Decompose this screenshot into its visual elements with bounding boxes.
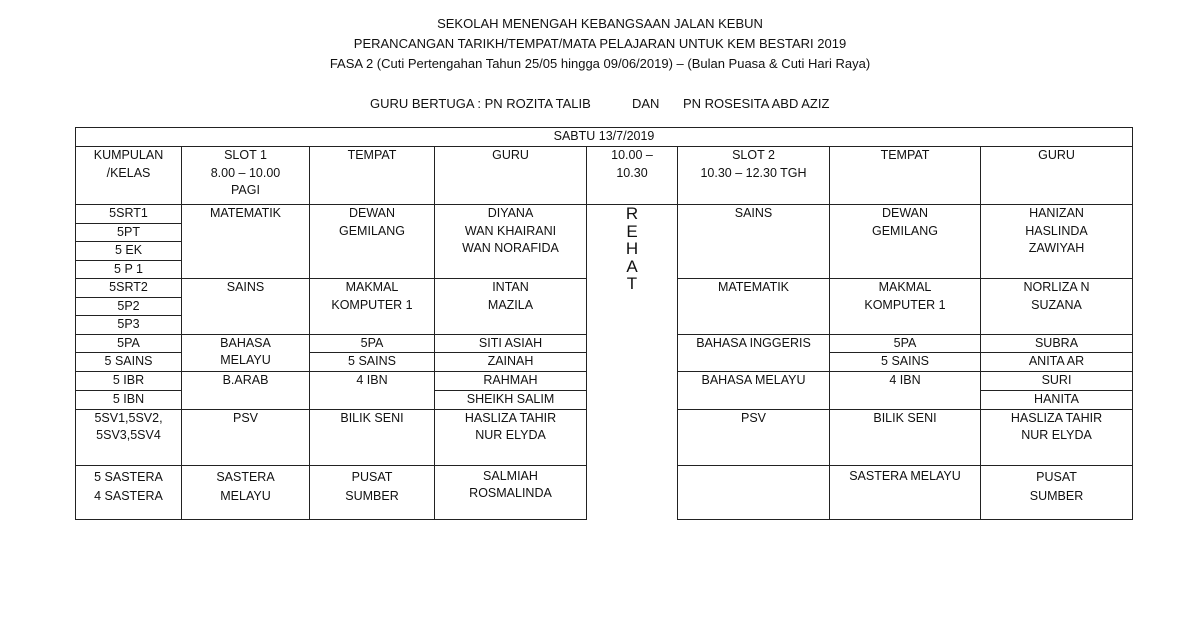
slot1-teachers: DIYANA WAN KHAIRANI WAN NORAFIDA [435,205,587,279]
slot2-subject: BAHASA MELAYU [678,372,830,391]
rehat-empty [678,465,830,519]
slot1-place: PUSAT SUMBER [310,465,435,519]
slot2-teacher: SURI [981,372,1133,391]
slot1-subject: BAHASA MELAYU [182,334,310,372]
duty-teacher-second: PN ROSESITA ABD AZIZ [683,96,830,111]
header-guru1: GURU [435,147,587,205]
header-rehat-time: 10.00 – 10.30 [587,147,678,205]
class-cell: 5 P 1 [76,260,182,279]
document-header [0,14,1200,74]
slot1-subject: PSV [182,409,310,465]
slot1-place: DEWAN GEMILANG [310,205,435,279]
slot1-teachers: HASLIZA TAHIR NUR ELYDA [435,409,587,465]
schedule-table [75,127,1133,520]
slot1-subject: MATEMATIK [182,205,310,279]
duty-teacher-label: GURU BERTUGA : PN ROZITA TALIB [370,96,591,111]
class-cell: 5SRT2 [76,279,182,298]
slot1-place: MAKMAL KOMPUTER 1 [310,279,435,335]
rehat-column: R E H A T [587,205,678,520]
slot2-teacher: ANITA AR [981,353,1133,372]
class-cell: 5 SASTERA 4 SASTERA [76,465,182,519]
slot1-subject: SASTERA MELAYU [182,465,310,519]
header-tempat2: TEMPAT [830,147,981,205]
slot1-teachers: INTAN MAZILA [435,279,587,335]
slot1-place: 5PA [310,334,435,353]
slot1-teacher: ZAINAH [435,353,587,372]
class-cell: 5SRT1 [76,205,182,224]
class-cell: 5 IBN [76,391,182,410]
duty-teachers [0,96,1200,114]
slot2-teacher: SUBRA [981,334,1133,353]
slot1-place: 5 SAINS [310,353,435,372]
header-slot1: SLOT 1 8.00 – 10.00 PAGI [182,147,310,205]
header-row [76,147,1133,205]
slot1-teachers: SALMIAH ROSMALINDA [435,465,587,519]
slot1-place: 4 IBN [310,372,435,391]
class-cell: 5P3 [76,316,182,335]
slot1-place: BILIK SENI [310,409,435,465]
slot2-subject: PSV [678,409,830,465]
slot1-teacher: SHEIKH SALIM [435,391,587,410]
class-cell: 5 IBR [76,372,182,391]
slot2-subject: SASTERA MELAYU [830,465,981,519]
slot1-teacher: RAHMAH [435,372,587,391]
class-cell: 5SV1,5SV2, 5SV3,5SV4 [76,409,182,465]
slot2-place: 4 IBN [830,372,981,391]
slot2-teacher: HANITA [981,391,1133,410]
class-cell: 5PT [76,223,182,242]
class-cell: 5 EK [76,242,182,261]
slot2-place: BILIK SENI [830,409,981,465]
slot2-teachers: HASLIZA TAHIR NUR ELYDA [981,409,1133,465]
slot2-place: 5 SAINS [830,353,981,372]
slot2-place: 5PA [830,334,981,353]
class-cell: 5 SAINS [76,353,182,372]
header-slot2: SLOT 2 10.30 – 12.30 TGH [678,147,830,205]
slot2-teachers: HANIZAN HASLINDA ZAWIYAH [981,205,1133,279]
class-cell: 5PA [76,334,182,353]
slot1-teacher: SITI ASIAH [435,334,587,353]
class-cell: 5P2 [76,297,182,316]
day-date: SABTU 13/7/2019 [76,128,1133,147]
plan-title: PERANCANGAN TARIKH/TEMPAT/MATA PELAJARAN UNTUK KEM BESTARI 2019 [353,36,847,51]
slot2-place: DEWAN GEMILANG [830,205,981,279]
header-guru2: GURU [981,147,1133,205]
slot2-teachers: NORLIZA N SUZANA [981,279,1133,335]
table-row [76,205,1133,224]
duty-connector: DAN [632,96,660,111]
phase-title: FASA 2 (Cuti Pertengahan Tahun 25/05 hingga 09/06/2019) – (Bulan Puasa & Cuti Hari Raya) [329,56,871,71]
header-tempat1: TEMPAT [310,147,435,205]
slot2-place: PUSAT SUMBER [981,465,1133,519]
slot2-place: MAKMAL KOMPUTER 1 [830,279,981,335]
school-name: SEKOLAH MENENGAH KEBANGSAAN JALAN KEBUN [437,16,763,31]
slot2-subject: BAHASA INGGERIS [678,334,830,372]
slot2-subject: SAINS [678,205,830,279]
slot1-subject: B.ARAB [182,372,310,391]
header-kumpulan: KUMPULAN /KELAS [76,147,182,205]
slot2-subject: MATEMATIK [678,279,830,335]
slot1-subject: SAINS [182,279,310,335]
